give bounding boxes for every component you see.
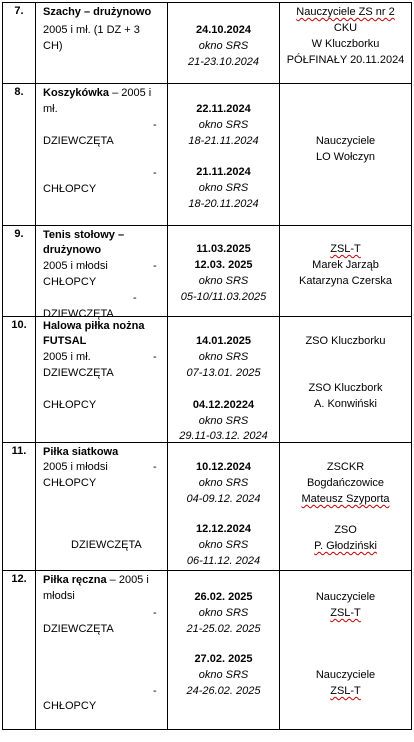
srs-window-dates: 21-23.10.2024 <box>188 56 259 68</box>
discipline-line: DZIEWCZĘTA <box>43 367 114 379</box>
event-date: 11.03.2025 <box>196 243 251 255</box>
organizer-line: Katarzyna Czerska <box>299 275 392 287</box>
dash: - <box>153 607 157 619</box>
row-number-text: 7. <box>14 5 24 17</box>
srs-window-label: okno SRS <box>198 275 249 287</box>
dash: - <box>153 685 157 697</box>
date-cell <box>168 84 280 226</box>
srs-window-dates: 07-13.01. 2025 <box>186 367 261 379</box>
srs-window-dates: 06-11.12. 2024 <box>186 555 261 567</box>
date-cell <box>168 3 280 84</box>
discipline-cell <box>36 317 168 443</box>
organizer-cell <box>280 3 412 84</box>
organizer-line: ZSL-T <box>330 607 361 619</box>
discipline-cell <box>36 443 168 571</box>
event-date: 24.10.2024 <box>195 24 252 36</box>
discipline-title: Koszykówka – 2005 i <box>43 87 152 99</box>
discipline-cell <box>36 84 168 226</box>
srs-window-dates: 04-09.12. 2024 <box>186 493 261 505</box>
event-date: 04.12.20224 <box>192 399 255 411</box>
srs-window-label: okno SRS <box>198 539 249 551</box>
organizer-line: Nauczyciele <box>315 591 376 603</box>
dash: - <box>153 351 157 363</box>
discipline-line: DZIEWCZĘTA <box>43 308 114 320</box>
row-number-text: 8. <box>14 86 24 98</box>
table-row <box>3 226 412 317</box>
table-row <box>3 571 412 730</box>
srs-window-dates: 29.11-03.12. 2024 <box>179 430 268 442</box>
row-number-text: 9. <box>14 228 24 240</box>
discipline-line: CHŁOPCY <box>43 477 97 489</box>
organizer-line: P. Głodziński <box>314 540 377 552</box>
srs-window-dates: 18-20.11.2024 <box>188 198 259 210</box>
srs-window-label: okno SRS <box>198 607 249 619</box>
table-row <box>3 443 412 571</box>
discipline-title: drużynowo <box>43 244 102 256</box>
organizer-line: W Kluczborku <box>311 38 380 50</box>
organizer-cell <box>280 571 412 730</box>
discipline-line: 2005 i mł. (1 DZ + 3 <box>43 24 140 36</box>
organizer-line: Nauczyciele <box>315 135 376 147</box>
organizer-line: ZSL-T <box>330 685 361 697</box>
discipline-line: CHŁOPCY <box>43 183 97 195</box>
srs-window-dates: 18-21.11.2024 <box>188 135 259 147</box>
organizer-line: A. Konwiński <box>314 398 377 410</box>
dash: - <box>153 461 157 473</box>
organizer-cell <box>280 443 412 571</box>
organizer-line: Nauczyciele <box>315 669 376 681</box>
row-number-text: 11. <box>11 445 27 457</box>
organizer-cell <box>280 226 412 317</box>
organizer-line: Nauczyciele ZS nr 2 <box>296 6 395 18</box>
discipline-title: Piłka ręczna – 2005 i <box>43 574 149 586</box>
discipline-title: FUTSAL <box>43 335 87 347</box>
organizer-line: Marek Jarząb <box>312 259 379 271</box>
event-date: 22.11.2024 <box>196 103 251 115</box>
discipline-line: CHŁOPCY <box>43 700 97 712</box>
discipline-line: CHŁOPCY <box>43 399 97 411</box>
schedule-table <box>2 2 412 730</box>
table-row <box>3 3 412 84</box>
dash: - <box>153 119 157 131</box>
table-row <box>3 84 412 226</box>
event-date: 10.12.2024 <box>195 461 252 473</box>
discipline-line: DZIEWCZĘTA <box>43 623 114 635</box>
event-date: 21.11.2024 <box>196 166 251 178</box>
row-number-text: 12. <box>11 573 27 585</box>
organizer-line: ZSL-T <box>330 243 361 255</box>
srs-window-label: okno SRS <box>198 669 249 681</box>
srs-window-label: okno SRS <box>198 182 249 194</box>
dash: - <box>153 167 157 179</box>
row-number <box>3 226 36 317</box>
date-cell <box>168 317 280 443</box>
organizer-line: ZSO Kluczbork <box>308 382 383 394</box>
srs-window-dates: 05-10/11.03.2025 <box>180 291 267 303</box>
organizer-cell <box>280 84 412 226</box>
discipline-line: 2005 i młodsi <box>43 461 108 473</box>
srs-window-label: okno SRS <box>198 477 249 489</box>
organizer-line: ZSO Kluczborku <box>305 335 386 347</box>
discipline-title: Piłka siatkowa <box>43 446 119 458</box>
event-date: 12.03. 2025 <box>194 259 253 271</box>
organizer-line: ZSO <box>334 524 357 536</box>
row-number <box>3 84 36 226</box>
srs-window-label: okno SRS <box>198 415 249 427</box>
event-date: 12.12.2024 <box>195 523 252 535</box>
srs-window-label: okno SRS <box>198 351 249 363</box>
row-number <box>3 3 36 84</box>
discipline-line: CH) <box>43 40 63 52</box>
table-row <box>3 317 412 443</box>
discipline-line: DZIEWCZĘTA <box>43 135 114 147</box>
organizer-line: Bogdańczowice <box>306 477 385 489</box>
row-number <box>3 443 36 571</box>
event-date: 26.02. 2025 <box>194 591 253 603</box>
event-date: 27.02. 2025 <box>194 653 253 665</box>
row-number <box>3 317 36 443</box>
discipline-line: 2005 i mł. <box>43 351 91 363</box>
organizer-line: CKU <box>333 22 358 34</box>
date-cell <box>168 226 280 317</box>
organizer-line: PÓŁFINAŁY 20.11.2024 <box>286 54 405 66</box>
srs-window-dates: 24-26.02. 2025 <box>186 685 261 697</box>
organizer-line: Mateusz Szyporta <box>301 493 390 505</box>
discipline-title: Tenis stołowy – <box>43 229 125 241</box>
discipline-line: młodsi <box>43 590 75 602</box>
discipline-cell <box>36 226 168 320</box>
dash: - <box>153 260 157 272</box>
discipline-title: Halowa piłka nożna <box>43 320 145 332</box>
event-date: 14.01.2025 <box>195 335 252 347</box>
discipline-line: 2005 i młodsi <box>43 260 108 272</box>
discipline-line: mł. <box>43 103 58 115</box>
srs-window-dates: 21-25.02. 2025 <box>186 623 261 635</box>
row-number <box>3 571 36 730</box>
srs-window-label: okno SRS <box>198 119 249 131</box>
date-cell <box>168 443 280 571</box>
srs-window-label: okno SRS <box>198 40 249 52</box>
row-number-text: 10. <box>11 319 27 331</box>
organizer-line: LO Wołczyn <box>315 151 376 163</box>
date-cell <box>168 571 280 730</box>
discipline-title: Szachy – drużynowo <box>43 6 152 18</box>
discipline-cell <box>36 3 168 84</box>
discipline-cell <box>36 571 168 730</box>
discipline-line: DZIEWCZĘTA <box>71 539 142 551</box>
dash: - <box>133 292 137 304</box>
discipline-line: CHŁOPCY <box>43 276 97 288</box>
organizer-line: ZSCKR <box>326 461 365 473</box>
organizer-cell <box>280 317 412 443</box>
